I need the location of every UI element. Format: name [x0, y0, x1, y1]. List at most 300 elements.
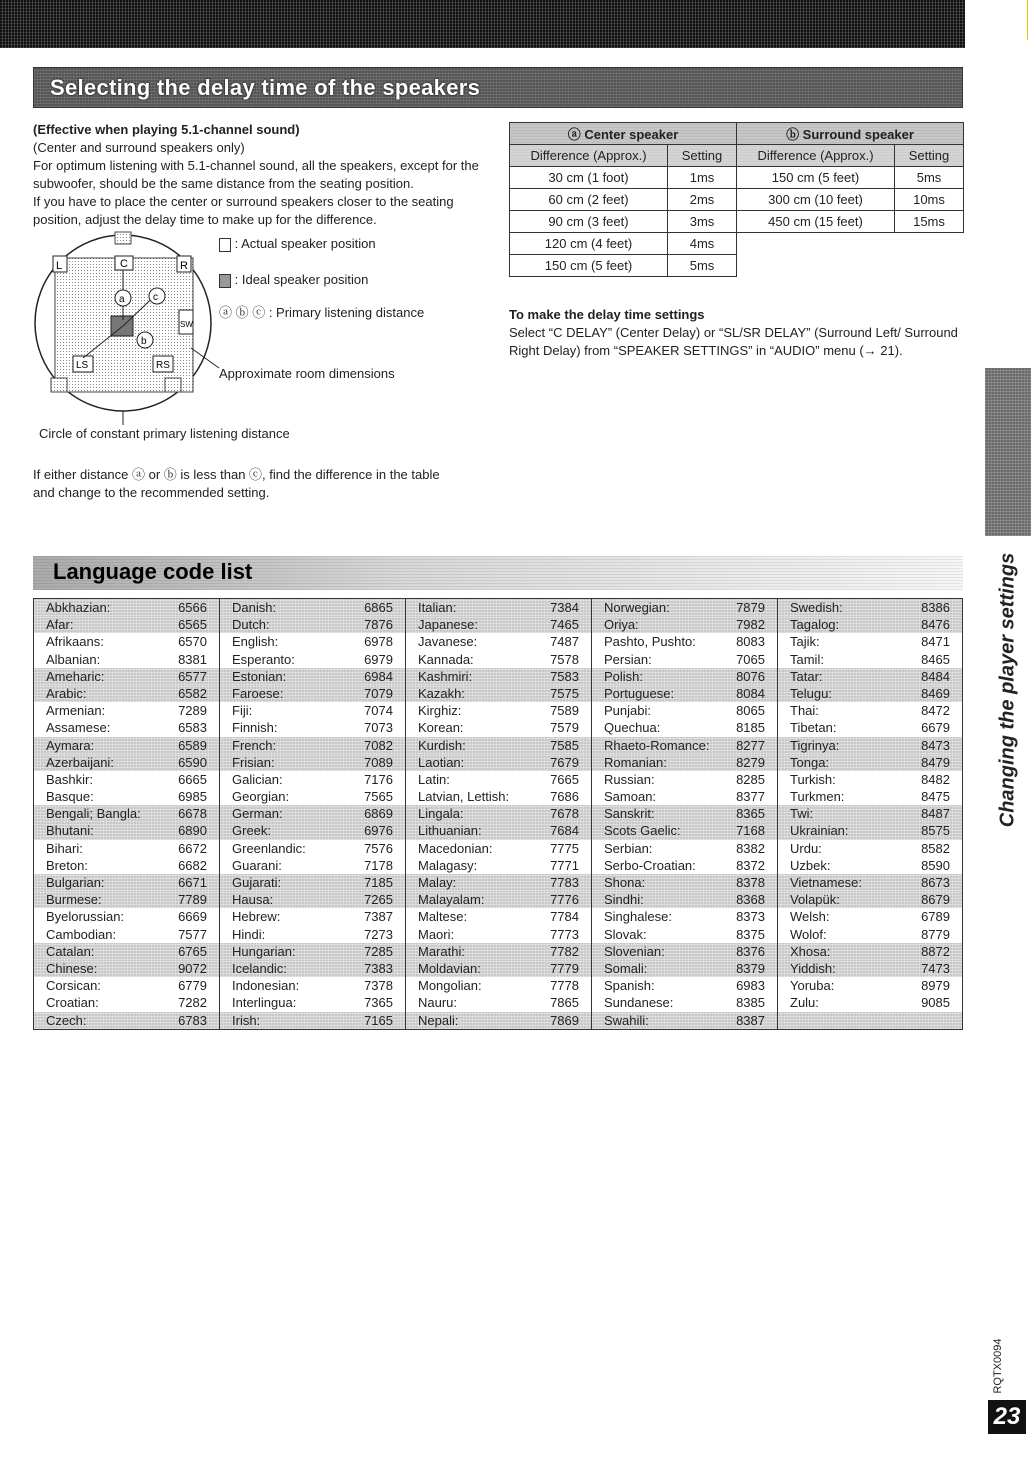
- language-row: [220, 891, 405, 908]
- language-code: 8279: [736, 754, 765, 770]
- language-name: Esperanto:: [232, 651, 295, 667]
- language-code: 7679: [550, 754, 579, 770]
- language-row: [778, 651, 962, 668]
- language-name: Spanish:: [604, 978, 655, 994]
- language-name: Yiddish:: [790, 960, 836, 976]
- language-row: [592, 599, 777, 616]
- language-code: 9085: [921, 995, 950, 1011]
- language-code: 7678: [550, 806, 579, 822]
- language-row: [220, 719, 405, 736]
- language-code: 6976: [364, 823, 393, 839]
- language-title: Language code list: [53, 559, 253, 584]
- language-name: Irish:: [232, 1012, 261, 1028]
- language-name: Guarani:: [232, 857, 282, 873]
- center-setting-cell: 1ms: [668, 167, 737, 189]
- language-name: Indonesian:: [232, 978, 300, 994]
- language-name: Oriya:: [604, 617, 639, 633]
- language-name: Georgian:: [232, 789, 290, 805]
- center-diff-header: Difference (Approx.): [510, 145, 668, 167]
- language-name: Punjabi:: [604, 703, 651, 719]
- language-row: [34, 805, 219, 822]
- language-name: Azerbaijani:: [46, 754, 114, 770]
- language-row: [592, 977, 777, 994]
- language-code: 7665: [550, 771, 579, 787]
- language-code: 7778: [550, 978, 579, 994]
- language-code: 7289: [178, 703, 207, 719]
- ideal-position-icon: [219, 274, 231, 288]
- language-row: [592, 754, 777, 771]
- language-name: English:: [232, 634, 279, 650]
- language-row: [220, 737, 405, 754]
- language-name: Urdu:: [790, 840, 822, 856]
- language-row: [406, 668, 591, 685]
- language-code: 8277: [736, 737, 765, 753]
- language-code: 7465: [550, 617, 579, 633]
- section-title-banner: [33, 67, 963, 108]
- language-row: [406, 822, 591, 839]
- language-row: [406, 908, 591, 925]
- language-row: [220, 822, 405, 839]
- language-code: 8185: [736, 720, 765, 736]
- language-code: 7285: [364, 943, 393, 959]
- language-code: 8382: [736, 840, 765, 856]
- language-row: [406, 994, 591, 1011]
- language-code: 6679: [921, 720, 950, 736]
- language-name: Nauru:: [418, 995, 458, 1011]
- language-row: [34, 685, 219, 702]
- language-name: Tibetan:: [790, 720, 837, 736]
- language-name: Sanskrit:: [604, 806, 655, 822]
- language-name: Welsh:: [790, 909, 830, 925]
- language-row: [220, 943, 405, 960]
- speaker-sw-label: SW: [180, 320, 193, 329]
- language-row: [778, 633, 962, 650]
- language-name: Tamil:: [790, 651, 824, 667]
- surround-setting-cell: 15ms: [895, 211, 964, 233]
- surround-diff-header: Difference (Approx.): [737, 145, 895, 167]
- language-code: 7684: [550, 823, 579, 839]
- language-name: Volapük:: [790, 892, 840, 908]
- language-name: Chinese:: [46, 960, 98, 976]
- language-code: 7273: [364, 926, 393, 942]
- room-dimensions-label: Approximate room dimensions: [219, 366, 395, 381]
- language-row: [592, 719, 777, 736]
- surround-diff-cell: 150 cm (5 feet): [737, 167, 895, 189]
- language-code: 8378: [736, 875, 765, 890]
- language-row: [778, 840, 962, 857]
- language-code: 6590: [178, 754, 207, 770]
- language-row: [778, 891, 962, 908]
- language-code: 6589: [178, 737, 207, 753]
- language-name: Somali:: [604, 960, 648, 976]
- language-code: 7365: [364, 995, 393, 1011]
- language-row: [778, 994, 962, 1011]
- language-row: [220, 1012, 405, 1029]
- language-code: 7065: [736, 651, 765, 667]
- language-row: [220, 651, 405, 668]
- language-name: Uzbek:: [790, 857, 831, 873]
- language-name: Bihari:: [46, 840, 83, 856]
- language-code: 8065: [736, 703, 765, 719]
- language-code: 7387: [364, 909, 393, 925]
- language-code: 6672: [178, 840, 207, 856]
- actual-position-icon: [219, 238, 231, 252]
- language-name: Czech:: [46, 1012, 87, 1028]
- language-code: 7775: [550, 840, 579, 856]
- language-code: 6565: [178, 617, 207, 633]
- language-name: Thai:: [790, 703, 819, 719]
- bottom-note-line1: If either distance ⓐ or ⓑ is less than ⓒ, find the difference in the table: [33, 467, 440, 482]
- language-name: Romanian:: [604, 754, 667, 770]
- language-row: [220, 771, 405, 788]
- language-code: 8386: [921, 600, 950, 615]
- language-code: 7779: [550, 960, 579, 976]
- howto-text: Select “C DELAY” (Center Delay) or “SL/SR DELAY” (Surround Left/ Surround Right Delay) from “SPEAKER SETTINGS” in “AUDIO” menu (→ 21).: [509, 325, 958, 358]
- language-row: [34, 719, 219, 736]
- delay-table: [509, 122, 964, 277]
- language-name: Marathi:: [418, 943, 465, 959]
- language-column: [592, 599, 778, 1029]
- howto-heading: To make the delay time settings: [509, 307, 705, 322]
- language-row: [778, 805, 962, 822]
- language-code: 7771: [550, 857, 579, 873]
- language-code: 6583: [178, 720, 207, 736]
- language-code: 6765: [178, 943, 207, 959]
- language-code: 6665: [178, 771, 207, 787]
- language-code: 7579: [550, 720, 579, 736]
- language-row: [406, 719, 591, 736]
- language-name: Serbo-Croatian:: [604, 857, 696, 873]
- language-row: [34, 737, 219, 754]
- language-name: Dutch:: [232, 617, 270, 633]
- language-name: Afrikaans:: [46, 634, 104, 650]
- language-name: Galician:: [232, 771, 283, 787]
- language-name: Corsican:: [46, 978, 101, 994]
- language-row: [34, 926, 219, 943]
- language-row: [34, 822, 219, 839]
- language-row: [592, 633, 777, 650]
- language-name: Sundanese:: [604, 995, 674, 1011]
- language-row: [778, 685, 962, 702]
- language-row: [778, 960, 962, 977]
- language-code: 8582: [921, 840, 950, 856]
- language-code: 6577: [178, 668, 207, 684]
- language-code: 8872: [921, 943, 950, 959]
- language-row: [406, 616, 591, 633]
- language-row: [406, 651, 591, 668]
- language-code: 7686: [550, 789, 579, 805]
- language-name: Laotian:: [418, 754, 465, 770]
- language-row: [34, 994, 219, 1011]
- language-name: Bengali; Bangla:: [46, 806, 141, 822]
- language-row: [406, 599, 591, 616]
- language-code: 6678: [178, 806, 207, 822]
- language-code: 7865: [550, 995, 579, 1011]
- language-name: Greenlandic:: [232, 840, 306, 856]
- language-code: 7782: [550, 943, 579, 959]
- language-name: Finnish:: [232, 720, 278, 736]
- language-row: [778, 926, 962, 943]
- language-row: [592, 960, 777, 977]
- ideal-rs-mark: [165, 378, 181, 392]
- language-name: Korean:: [418, 720, 464, 736]
- language-name: Twi:: [790, 806, 814, 822]
- language-code: 8387: [736, 1012, 765, 1028]
- language-name: Italian:: [418, 600, 457, 615]
- language-code: 7165: [364, 1012, 393, 1028]
- language-name: Tatar:: [790, 668, 823, 684]
- language-row: [406, 754, 591, 771]
- language-row: [406, 943, 591, 960]
- surround-diff-cell: 450 cm (15 feet): [737, 211, 895, 233]
- language-code: 7073: [364, 720, 393, 736]
- language-name: Kashmiri:: [418, 668, 473, 684]
- speaker-r-label: R: [180, 260, 188, 272]
- language-row: [592, 685, 777, 702]
- language-name: Burmese:: [46, 892, 102, 908]
- language-name: Interlingua:: [232, 995, 297, 1011]
- language-name: Danish:: [232, 600, 277, 615]
- language-row: [34, 788, 219, 805]
- page-number: 23: [988, 1400, 1026, 1434]
- language-name: Samoan:: [604, 789, 657, 805]
- language-name: Armenian:: [46, 703, 106, 719]
- language-code: 7176: [364, 771, 393, 787]
- language-name: Malagasy:: [418, 857, 478, 873]
- language-name: French:: [232, 737, 277, 753]
- language-code: 8083: [736, 634, 765, 650]
- language-row: [778, 616, 962, 633]
- language-code: 7384: [550, 600, 579, 615]
- language-name: Greek:: [232, 823, 272, 839]
- language-row: [220, 685, 405, 702]
- language-row: [406, 891, 591, 908]
- language-row: [34, 651, 219, 668]
- language-name: Mongolian:: [418, 978, 482, 994]
- side-chapter-label: Changing the player settings: [996, 552, 1019, 828]
- language-code: 7585: [550, 737, 579, 753]
- language-code: 6978: [364, 634, 393, 650]
- language-row: [220, 857, 405, 874]
- language-code: 6890: [178, 823, 207, 839]
- language-row: [220, 874, 405, 891]
- language-code: 8487: [921, 806, 950, 822]
- language-name: Hausa:: [232, 892, 274, 908]
- language-row: [406, 771, 591, 788]
- language-row: [34, 754, 219, 771]
- language-name: Telugu:: [790, 685, 832, 701]
- language-name: Croatian:: [46, 995, 99, 1011]
- language-name: Persian:: [604, 651, 652, 667]
- language-name: Hebrew:: [232, 909, 281, 925]
- language-row: [778, 702, 962, 719]
- language-row: [220, 840, 405, 857]
- language-name: Lithuanian:: [418, 823, 482, 839]
- language-name: Maori:: [418, 926, 455, 942]
- language-name: Maltese:: [418, 909, 468, 925]
- language-name: Aymara:: [46, 737, 95, 753]
- language-code: 6985: [178, 789, 207, 805]
- language-code: 7383: [364, 960, 393, 976]
- language-code: 8679: [921, 892, 950, 908]
- language-name: Afar:: [46, 617, 74, 633]
- language-row: [778, 719, 962, 736]
- language-name: Rhaeto-Romance:: [604, 737, 710, 753]
- language-name: Moldavian:: [418, 960, 481, 976]
- language-code: 7773: [550, 926, 579, 942]
- language-column: [778, 599, 962, 1029]
- language-row: [592, 1012, 777, 1029]
- language-name: Swahili:: [604, 1012, 649, 1028]
- language-code: 7079: [364, 685, 393, 701]
- language-row: [220, 754, 405, 771]
- language-name: Macedonian:: [418, 840, 493, 856]
- language-row: [34, 891, 219, 908]
- circle-label: Circle of constant primary listening distance: [39, 426, 290, 441]
- language-row: [34, 633, 219, 650]
- language-name: Breton:: [46, 857, 88, 873]
- surround-setting-cell: 5ms: [895, 167, 964, 189]
- language-name: Tagalog:: [790, 617, 840, 633]
- language-row: [34, 599, 219, 616]
- language-row: [220, 977, 405, 994]
- language-name: Japanese:: [418, 617, 478, 633]
- language-row: [34, 960, 219, 977]
- language-row: [406, 857, 591, 874]
- language-code: 8285: [736, 771, 765, 787]
- language-code: 8381: [178, 651, 207, 667]
- language-row: [34, 840, 219, 857]
- language-code: 6671: [178, 875, 207, 890]
- language-row: [34, 668, 219, 685]
- surround-setting-cell: 10ms: [895, 189, 964, 211]
- language-row: [778, 857, 962, 874]
- language-row: [778, 943, 962, 960]
- language-code: 7082: [364, 737, 393, 753]
- language-name: Bhutani:: [46, 823, 94, 839]
- language-row: [406, 977, 591, 994]
- language-code: 7784: [550, 909, 579, 925]
- language-row: [592, 891, 777, 908]
- language-code: 8473: [921, 737, 950, 753]
- language-name: Norwegian:: [604, 600, 670, 615]
- language-code: 8479: [921, 754, 950, 770]
- center-diff-cell: 30 cm (1 foot): [510, 167, 668, 189]
- language-code: 7577: [178, 926, 207, 942]
- language-code: 8575: [921, 823, 950, 839]
- language-code: 7473: [921, 960, 950, 976]
- language-code: 8484: [921, 668, 950, 684]
- language-name: Bulgarian:: [46, 875, 105, 890]
- language-name: Slovak:: [604, 926, 647, 942]
- language-row: [778, 771, 962, 788]
- language-name: Arabic:: [46, 685, 87, 701]
- language-row: [406, 840, 591, 857]
- language-name: Hungarian:: [232, 943, 296, 959]
- language-code: 7576: [364, 840, 393, 856]
- language-name: Kurdish:: [418, 737, 466, 753]
- surround-setting-header: Setting: [895, 145, 964, 167]
- language-row: [220, 908, 405, 925]
- language-name: Zulu:: [790, 995, 819, 1011]
- language-row: [592, 771, 777, 788]
- language-name: Tajik:: [790, 634, 820, 650]
- language-row: [34, 771, 219, 788]
- language-name: Latin:: [418, 771, 450, 787]
- language-name: Sindhi:: [604, 892, 644, 908]
- top-header-bar: [0, 0, 965, 48]
- language-code: 6566: [178, 600, 207, 615]
- language-row: [406, 805, 591, 822]
- language-row: [220, 702, 405, 719]
- language-row: [406, 737, 591, 754]
- language-code: 7982: [736, 617, 765, 633]
- language-code: 7783: [550, 875, 579, 890]
- language-row: [34, 616, 219, 633]
- language-name: Estonian:: [232, 668, 287, 684]
- language-row: [34, 874, 219, 891]
- intro-heading: (Effective when playing 5.1-channel sound): [33, 122, 300, 137]
- language-code: 8377: [736, 789, 765, 805]
- language-code: 6983: [736, 978, 765, 994]
- language-name: Malayalam:: [418, 892, 485, 908]
- language-code: 7074: [364, 703, 393, 719]
- language-name: Vietnamese:: [790, 875, 863, 890]
- language-row: [592, 737, 777, 754]
- side-tab-graphic: [985, 368, 1031, 536]
- language-row: [592, 805, 777, 822]
- speaker-layout-graphic: [33, 228, 233, 428]
- ideal-center-mark: [115, 232, 131, 244]
- language-row: [592, 840, 777, 857]
- language-name: Kazakh:: [418, 685, 465, 701]
- legend-ideal: : Ideal speaker position: [219, 272, 368, 288]
- center-setting-header: Setting: [668, 145, 737, 167]
- language-row: [34, 702, 219, 719]
- language-row: [220, 599, 405, 616]
- language-row: [34, 908, 219, 925]
- language-name: Russian:: [604, 771, 655, 787]
- language-row: [778, 1012, 962, 1029]
- language-name: Bashkir:: [46, 771, 93, 787]
- language-row: [592, 943, 777, 960]
- language-name: Slovenian:: [604, 943, 665, 959]
- language-name: Basque:: [46, 789, 94, 805]
- speaker-ls-label: LS: [76, 360, 89, 371]
- language-row: [592, 822, 777, 839]
- doc-code: RQTX0094: [992, 1338, 1004, 1394]
- language-code: 6783: [178, 1012, 207, 1028]
- legend-primary: ⓐ ⓑ ⓒ : Primary listening distance: [219, 305, 425, 320]
- language-code: 8590: [921, 857, 950, 873]
- language-code: 8471: [921, 634, 950, 650]
- language-code: 6669: [178, 909, 207, 925]
- center-setting-cell: 5ms: [668, 255, 737, 277]
- language-row: [592, 668, 777, 685]
- language-row: [406, 960, 591, 977]
- language-name: Hindi:: [232, 926, 266, 942]
- language-row: [592, 616, 777, 633]
- language-code: 7869: [550, 1012, 579, 1028]
- language-code: 6779: [178, 978, 207, 994]
- language-name: Turkmen:: [790, 789, 845, 805]
- language-name: Kirghiz:: [418, 703, 462, 719]
- language-code: 8475: [921, 789, 950, 805]
- language-row: [592, 908, 777, 925]
- language-row: [592, 926, 777, 943]
- language-code: 7583: [550, 668, 579, 684]
- language-name: Polish:: [604, 668, 644, 684]
